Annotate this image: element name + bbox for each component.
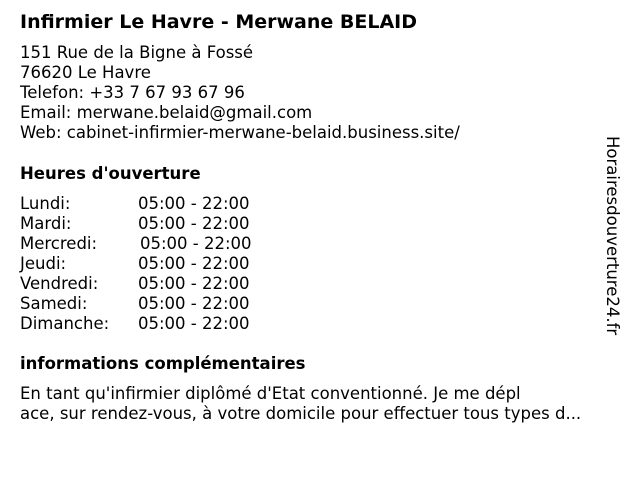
hours-row-saturday <box>20 294 280 314</box>
info-line: En tant qu'infirmier diplômé d'Etat conventionné. Je me dépl <box>20 384 521 403</box>
contact-block <box>20 43 460 143</box>
time-range: 05:00 - 22:00 <box>138 274 250 293</box>
day-label: Dimanche: <box>20 314 110 333</box>
hours-row-friday <box>20 274 280 294</box>
time-range: 05:00 - 22:00 <box>138 314 250 333</box>
day-label: Mardi: <box>20 214 72 233</box>
web-line: Web: cabinet-infirmier-merwane-belaid.business.site/ <box>20 123 460 142</box>
info-description <box>20 384 581 424</box>
hours-row-thursday <box>20 254 280 274</box>
hours-row-sunday <box>20 314 280 334</box>
day-label: Lundi: <box>20 194 71 213</box>
time-range: 05:00 - 22:00 <box>140 234 252 253</box>
time-range: 05:00 - 22:00 <box>138 294 250 313</box>
hours-row-wednesday <box>20 234 280 254</box>
day-label: Samedi: <box>20 294 88 313</box>
day-label: Vendredi: <box>20 274 99 293</box>
time-range: 05:00 - 22:00 <box>138 254 250 273</box>
phone-line: Telefon: +33 7 67 93 67 96 <box>20 83 245 102</box>
page-title: Infirmier Le Havre - Merwane BELAID <box>20 11 417 33</box>
time-range: 05:00 - 22:00 <box>138 214 250 233</box>
email-line: Email: merwane.belaid@gmail.com <box>20 103 313 122</box>
hours-table <box>20 194 280 334</box>
info-heading: informations complémentaires <box>20 354 306 373</box>
site-watermark: Horairesdouverture24.fr <box>603 136 622 336</box>
day-label: Mercredi: <box>20 234 98 253</box>
address-city: 76620 Le Havre <box>20 63 151 82</box>
time-range: 05:00 - 22:00 <box>138 194 250 213</box>
hours-row-monday <box>20 194 280 214</box>
info-line: ace, sur rendez-vous, à votre domicile pour effectuer tous types d... <box>20 404 582 423</box>
hours-row-tuesday <box>20 214 280 234</box>
address-street: 151 Rue de la Bigne à Fossé <box>20 43 254 62</box>
hours-heading: Heures d'ouverture <box>20 164 201 183</box>
day-label: Jeudi: <box>20 254 67 273</box>
